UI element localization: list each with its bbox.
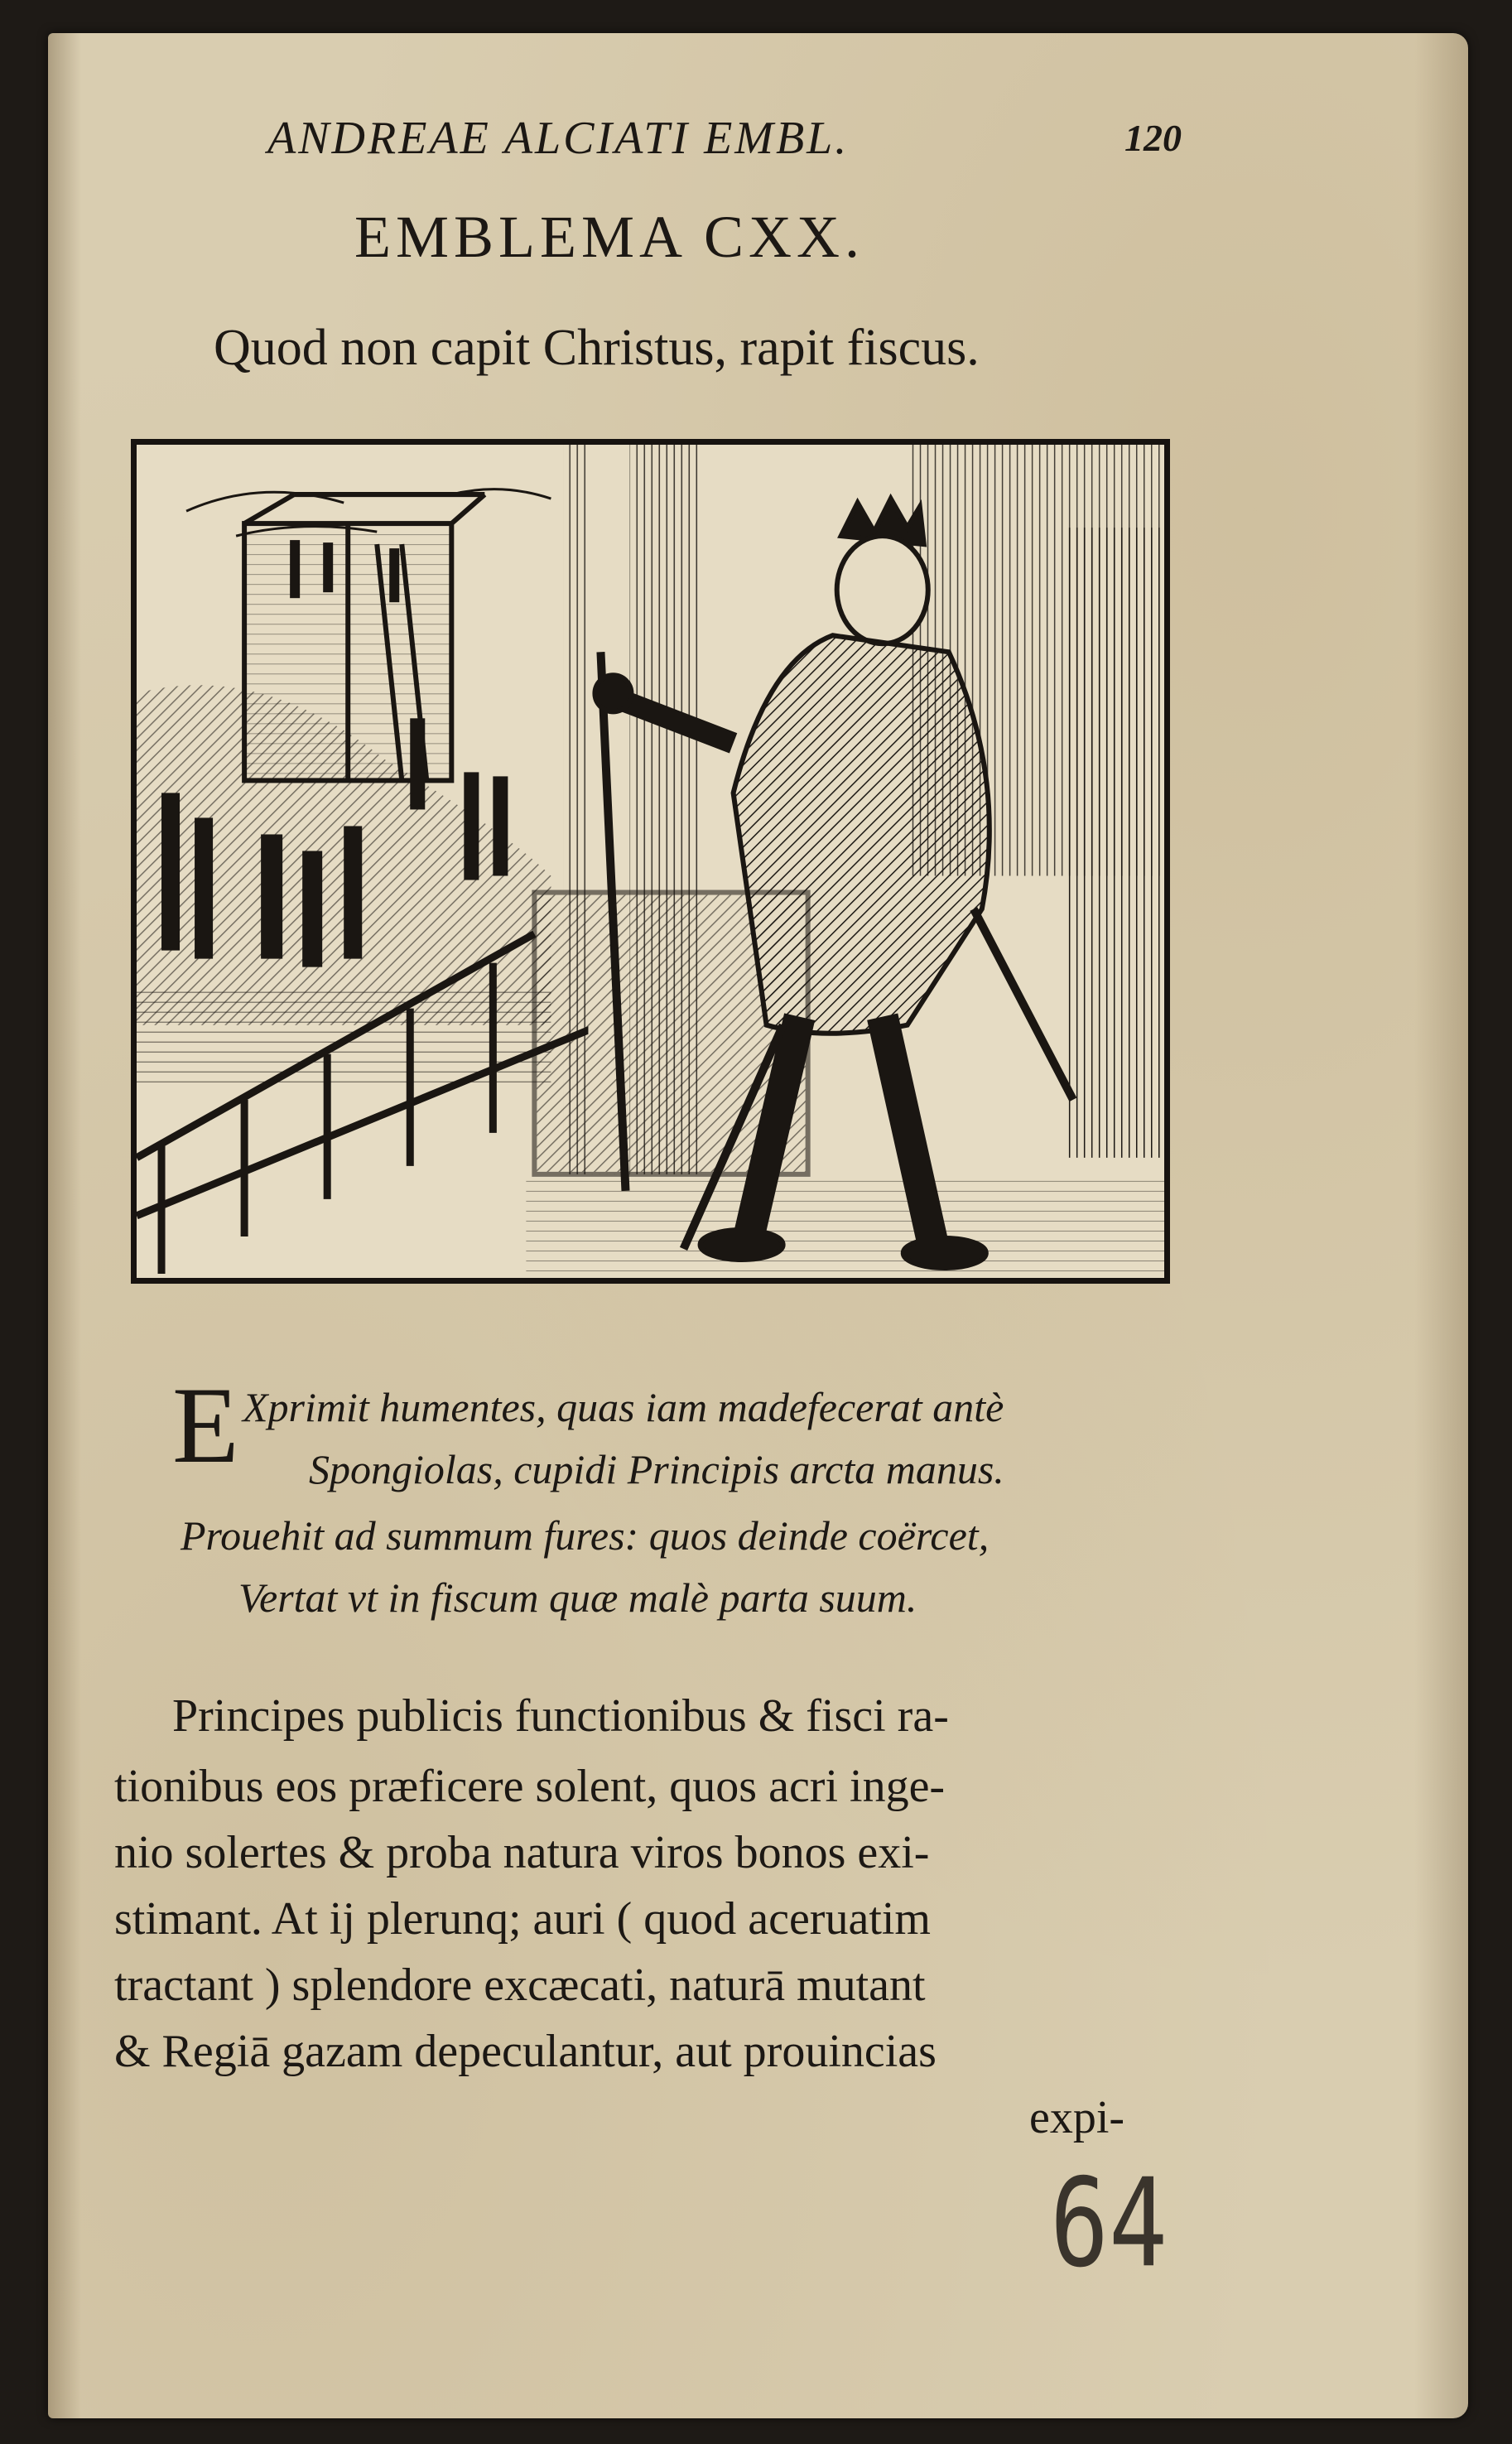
verse-line-2: Spongiolas, cupidi Principis arcta manus. xyxy=(309,1446,1004,1492)
page-number: 120 xyxy=(1124,117,1182,159)
verse-drop-cap: E xyxy=(172,1364,239,1486)
commentary-line-4: stimant. At ij plerunq; auri ( quod aceruatim xyxy=(114,1893,931,1945)
woodcut-drawing xyxy=(137,445,1164,1278)
commentary-line-5: tractant ) splendore excæcati, naturā mutant xyxy=(114,1960,926,2011)
woodcut-illustration xyxy=(131,439,1170,1284)
commentary-line-1: Principes publicis functionibus & fisci ra- xyxy=(172,1690,949,1742)
running-head: ANDREAE ALCIATI EMBL. xyxy=(267,113,850,164)
catchword: expi- xyxy=(1029,2092,1125,2143)
handwritten-folio-number: 64 xyxy=(1050,2151,1168,2295)
verse-line-3: Prouehit ad summum fures: quos deinde coërcet, xyxy=(181,1512,990,1559)
emblem-motto: Quod non capit Christus, rapit fiscus. xyxy=(214,320,980,376)
verse-line-1: Xprimit humentes, quas iam madefecerat antè xyxy=(243,1384,1004,1430)
emblem-title: EMBLEMA CXX. xyxy=(354,204,865,270)
verse-line-4: Vertat vt in fiscum quæ malè parta suum. xyxy=(238,1574,917,1621)
commentary-line-2: tionibus eos præficere solent, quos acri inge- xyxy=(114,1761,946,1812)
book-page xyxy=(48,33,1468,2418)
commentary-line-6: & Regiā gazam depeculantur, aut prouincias xyxy=(114,2026,937,2077)
commentary-line-3: nio solertes & proba natura viros bonos exi- xyxy=(114,1827,930,1878)
